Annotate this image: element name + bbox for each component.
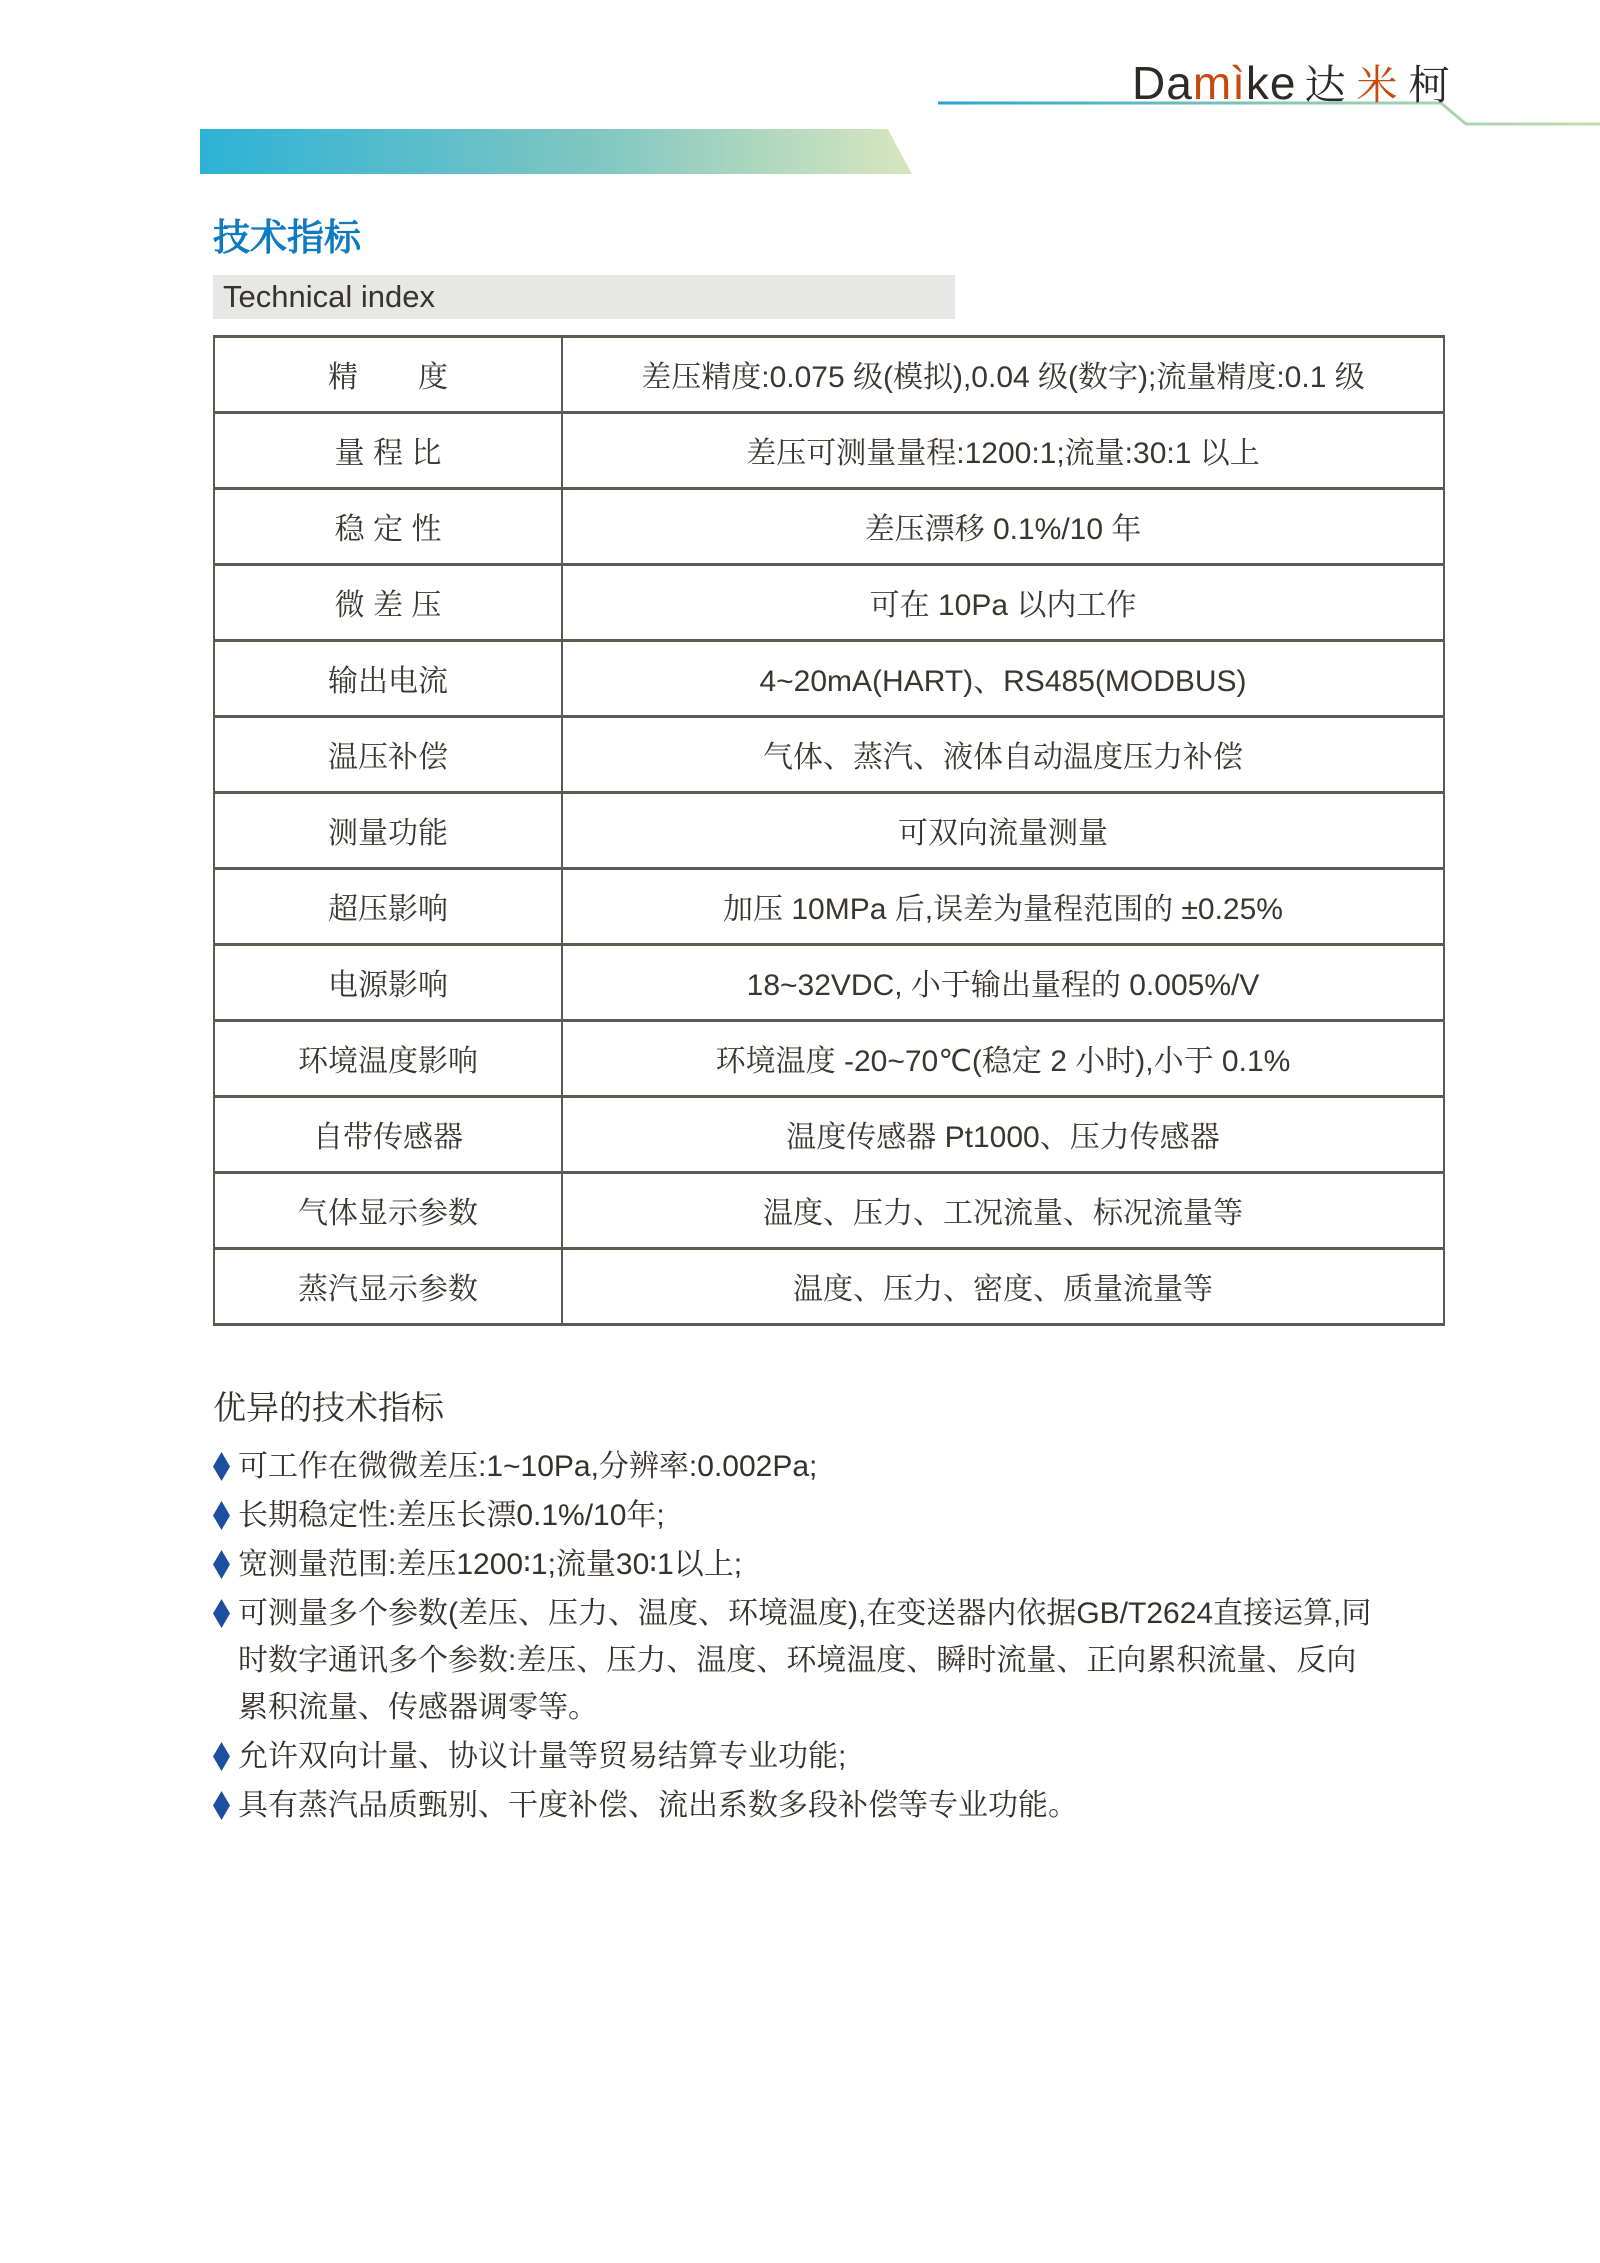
spec-label-cell: 温压补偿 (214, 716, 562, 792)
table-row (214, 868, 1444, 944)
feature-text: 宽测量范围:差压1200∶1;流量30∶1以上; (238, 1547, 743, 1581)
spec-value-cell: 温度传感器 Pt1000、压力传感器 (562, 1096, 1444, 1172)
table-row (214, 792, 1444, 868)
feature-text: 允许双向计量、协议计量等贸易结算专业功能; (238, 1739, 847, 1773)
spec-label-cell: 微 差 压 (214, 564, 562, 640)
table-row (214, 640, 1444, 716)
spec-label-cell: 测量功能 (214, 792, 562, 868)
feature-item (213, 1733, 1383, 1780)
spec-value-cell: 差压漂移 0.1%/10 年 (562, 488, 1444, 564)
spec-value-cell: 可在 10Pa 以内工作 (562, 564, 1444, 640)
logo-cjk-accent: 米 (1356, 62, 1401, 108)
spec-table-body (214, 336, 1444, 1324)
logo-latin-accent: mì (1192, 57, 1246, 109)
feature-text: 可测量多个参数(差压、压力、温度、环境温度),在变送器内依据GB/T2624直接运算,同时数字通讯多个参数:差压、压力、温度、环境温度、瞬时流量、正向累积流量、反向累积流量、传感器调零等。 (238, 1596, 1372, 1724)
spec-value-cell: 温度、压力、密度、质量流量等 (562, 1248, 1444, 1324)
spec-label-cell: 自带传感器 (214, 1096, 562, 1172)
features-list (213, 1443, 1383, 1829)
spec-label-cell: 量 程 比 (214, 412, 562, 488)
spec-value-cell: 环境温度 -20~70℃(稳定 2 小时),小于 0.1% (562, 1020, 1444, 1096)
spec-table (213, 335, 1445, 1326)
feature-item (213, 1782, 1383, 1829)
company-logo (1132, 52, 1453, 111)
page-subtitle-bar (213, 275, 955, 319)
table-row (214, 716, 1444, 792)
table-row (214, 1096, 1444, 1172)
page-subtitle: Technical index (223, 278, 435, 314)
diamond-icon (213, 1501, 230, 1530)
spec-label-cell: 环境温度影响 (214, 1020, 562, 1096)
spec-value-cell: 可双向流量测量 (562, 792, 1444, 868)
table-row (214, 944, 1444, 1020)
feature-text: 长期稳定性:差压长漂0.1%/10年; (238, 1498, 665, 1532)
feature-item (213, 1443, 1383, 1490)
spec-value-cell: 气体、蒸汽、液体自动温度压力补偿 (562, 716, 1444, 792)
table-row (214, 1172, 1444, 1248)
logo-cjk-part: 达 (1304, 62, 1349, 108)
spec-value-cell: 差压可测量量程:1200:1;流量:30:1 以上 (562, 412, 1444, 488)
table-row (214, 488, 1444, 564)
logo-latin-part: Da (1132, 57, 1193, 109)
table-row (214, 1248, 1444, 1324)
main-content (213, 218, 1383, 1831)
feature-text: 可工作在微微差压:1~10Pa,分辨率:0.002Pa; (238, 1449, 818, 1483)
table-row (214, 412, 1444, 488)
diamond-icon (213, 1791, 230, 1820)
features-title: 优异的技术指标 (213, 1388, 444, 1426)
spec-value-cell: 18~32VDC, 小于输出量程的 0.005%/V (562, 944, 1444, 1020)
table-row (214, 336, 1444, 412)
logo-latin-part: ke (1245, 57, 1297, 109)
spec-label-cell: 超压影响 (214, 868, 562, 944)
spec-value-cell: 4~20mA(HART)、RS485(MODBUS) (562, 640, 1444, 716)
page-title: 技术指标 (213, 217, 361, 258)
spec-label-cell: 精 度 (214, 336, 562, 412)
table-row (214, 1020, 1444, 1096)
spec-value-cell: 差压精度:0.075 级(模拟),0.04 级(数字);流量精度:0.1 级 (562, 336, 1444, 412)
table-row (214, 564, 1444, 640)
diamond-icon (213, 1550, 230, 1579)
spec-label-cell: 输出电流 (214, 640, 562, 716)
feature-item (213, 1590, 1383, 1731)
feature-text: 具有蒸汽品质甄别、干度补偿、流出系数多段补偿等专业功能。 (238, 1788, 1078, 1822)
logo-cjk-part: 柯 (1408, 62, 1453, 108)
spec-label-cell: 蒸汽显示参数 (214, 1248, 562, 1324)
spec-value-cell: 温度、压力、工况流量、标况流量等 (562, 1172, 1444, 1248)
section-gradient-banner (200, 129, 912, 174)
diamond-icon (213, 1742, 230, 1771)
feature-item (213, 1541, 1383, 1588)
feature-item (213, 1492, 1383, 1539)
diamond-icon (213, 1452, 230, 1481)
spec-label-cell: 稳 定 性 (214, 488, 562, 564)
spec-label-cell: 电源影响 (214, 944, 562, 1020)
spec-label-cell: 气体显示参数 (214, 1172, 562, 1248)
diamond-icon (213, 1599, 230, 1628)
spec-value-cell: 加压 10MPa 后,误差为量程范围的 ±0.25% (562, 868, 1444, 944)
